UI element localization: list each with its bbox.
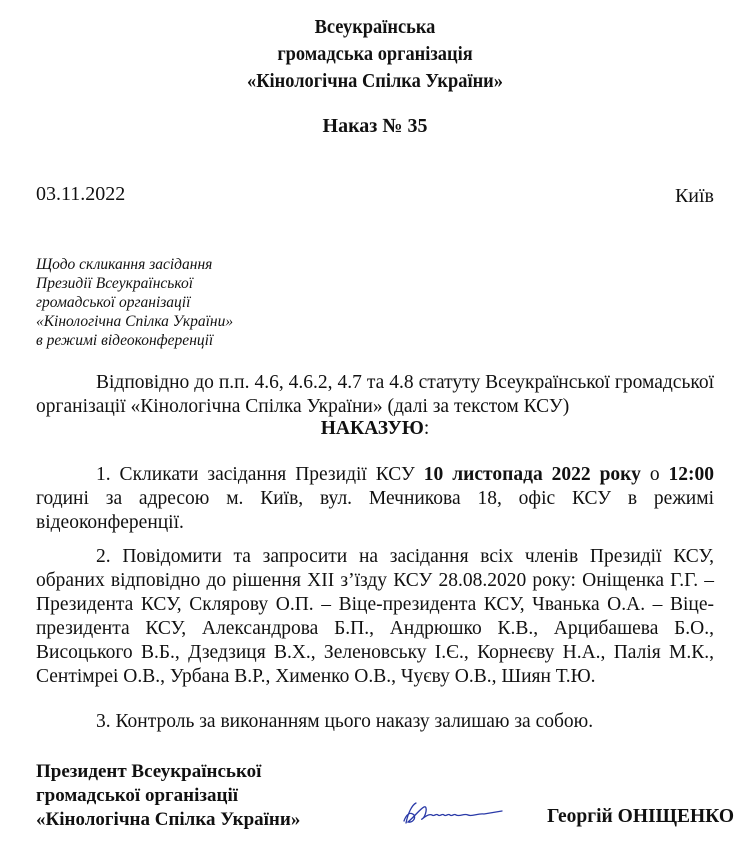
item1-prefix: 1. Скликати засідання Президії КСУ	[96, 464, 424, 485]
order-date: 03.11.2022	[36, 183, 126, 205]
org-line: громадська організація	[277, 43, 473, 65]
preamble-paragraph	[36, 371, 714, 419]
subject-line: громадської організації	[36, 294, 191, 311]
position-line: громадської організації	[36, 785, 239, 806]
order-item-1	[36, 463, 714, 535]
item2-text: 2. Повідомити та запросити на засідання всіх членів Президії КСУ, обраних відповідно до рішення XII з’їзду КСУ 28.08.2020 року: Оніщенка Г.Г. – Президента КСУ, Склярову О.П. – Віце-президента КСУ, Чванька О.А. – Віце-президента КСУ, Александрова Б.П., Андрюшко К.В., Арцибашева Б.О., Висоцького В.Б., Дзедзиця В.Х., Зеленовську І.Є., Корнеєву Н.А., Палія М.К., Сентімреі О.В., Урбана В.Р., Хименко О.В., Чуєву О.В., Шиян Т.Ю.	[36, 546, 714, 687]
order-city: Київ	[674, 185, 714, 207]
order-title: Наказ № 35	[322, 115, 428, 137]
org-line: Всеукраїнська	[314, 16, 436, 38]
order-keyword-colon: :	[423, 418, 430, 439]
preamble-text: Відповідно до п.п. 4.6, 4.6.2, 4.7 та 4.8 статуту Всеукраїнської громадської організації «Кінологічна Спілка України» (далі за текстом КСУ)	[36, 372, 714, 417]
subject-line: Президії Всеукраїнської	[36, 275, 194, 292]
order-item-3	[36, 710, 714, 734]
item1-rest: годині за адресою м. Київ, вул. Мечникова 18, офіс КСУ в режимі відеоконференції.	[36, 488, 714, 533]
item3-text: 3. Контроль за виконанням цього наказу залишаю за собою.	[96, 711, 594, 732]
order-item-2	[36, 545, 714, 689]
organization-header	[0, 14, 750, 95]
order-keyword-text: НАКАЗУЮ	[320, 418, 424, 439]
item1-date: 10 листопада 2022 року	[423, 464, 641, 485]
item1-mid: о	[640, 464, 669, 485]
signer-name: Георгій ОНІЩЕНКО	[547, 806, 734, 827]
order-subject	[36, 255, 233, 350]
subject-line: Щодо скликання засідання	[36, 256, 213, 273]
signatory-position	[36, 760, 300, 832]
handwritten-signature-icon	[398, 795, 508, 830]
position-line: «Кінологічна Спілка України»	[36, 809, 301, 830]
position-line: Президент Всеукраїнської	[36, 761, 262, 782]
subject-line: в режимі відеоконференції	[36, 332, 214, 349]
subject-line: «Кінологічна Спілка України»	[36, 313, 234, 330]
org-line: «Кінологічна Спілка України»	[247, 70, 503, 92]
item1-time: 12:00	[668, 464, 715, 485]
order-keyword	[0, 418, 750, 440]
